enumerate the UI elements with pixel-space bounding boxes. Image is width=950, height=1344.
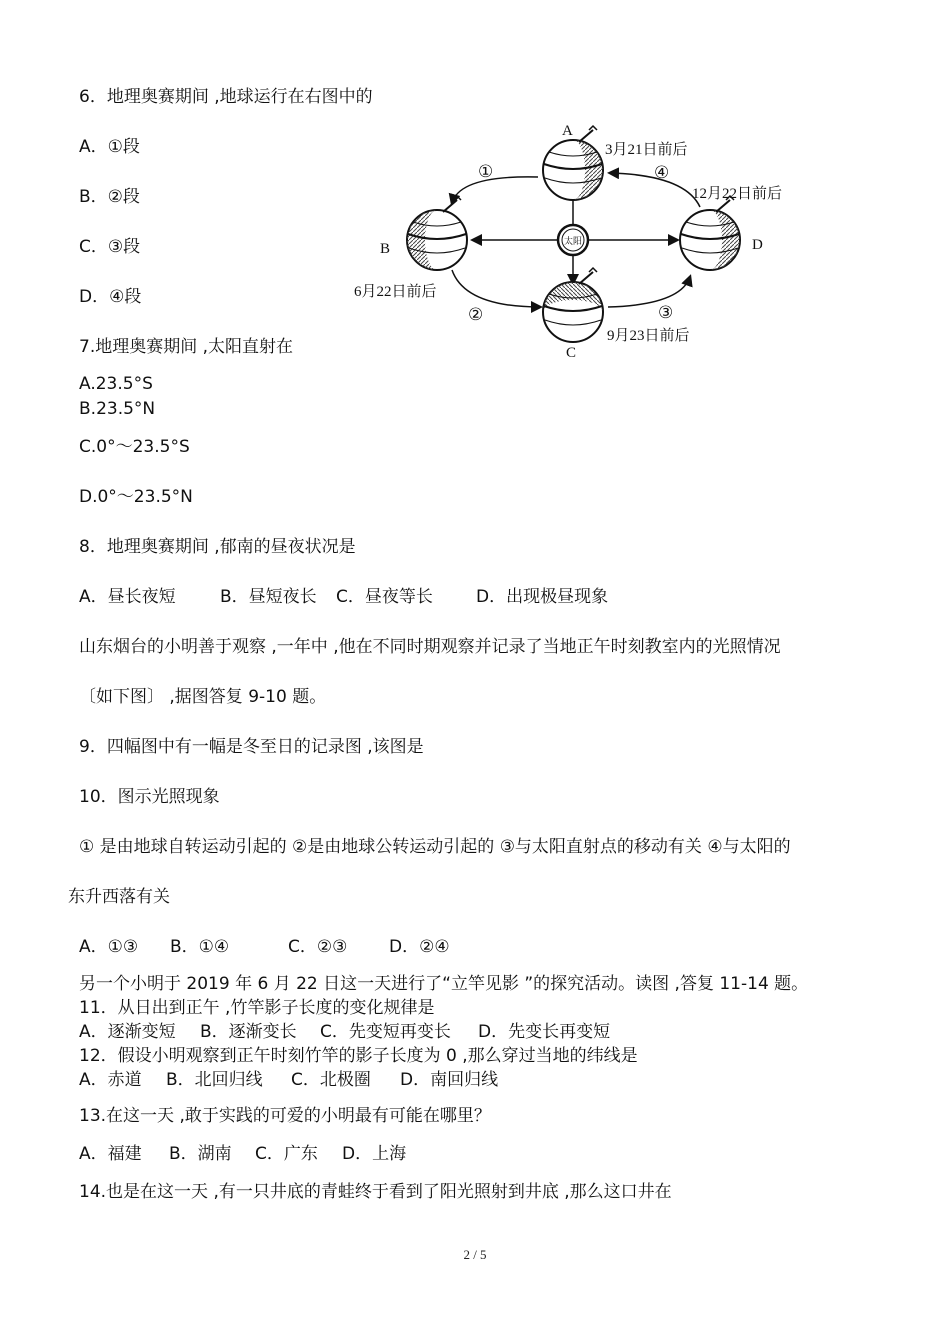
page-number: 2 / 5	[463, 1247, 487, 1262]
date-jun22: 6月22日前后	[354, 284, 437, 300]
date-sep23: 9月23日前后	[607, 328, 690, 344]
earth-globe-a-icon	[543, 126, 603, 200]
sun-icon	[558, 225, 588, 255]
q6-option-a: A．①段	[79, 137, 140, 157]
date-dec22: 12月22日前后	[692, 186, 783, 202]
q11-stem: 11．从日出到正午 ,竹竿影子长度的变化规律是	[79, 998, 435, 1018]
intro-9-10-line1: 山东烟台的小明善于观察 ,一年中 ,他在不同时期观察并记录了当地正午时刻教室内的光照情况	[79, 637, 781, 657]
q13-option-b: B．湖南	[169, 1144, 232, 1164]
q11-option-d: D．先变长再变短	[478, 1022, 611, 1042]
segment-label-1: ①	[478, 162, 494, 181]
q12-option-a: A．赤道	[79, 1070, 142, 1090]
orbit-arc-3	[608, 277, 690, 307]
q7-stem: 7.地理奥赛期间 ,太阳直射在	[79, 337, 294, 357]
earth-globe-b-icon	[407, 196, 467, 270]
q8-stem: 8．地理奥赛期间 ,郁南的昼夜状况是	[79, 537, 356, 557]
q11-option-a: A．逐渐变短	[79, 1022, 176, 1042]
intro-9-10-line2: 〔如下图〕 ,据图答复 9-10 题。	[79, 687, 327, 707]
q13-option-d: D．上海	[342, 1144, 407, 1164]
q10-statements-line1: ① 是由地球自转运动引起的 ②是由地球公转运动引起的 ③与太阳直射点的移动有关 ④与太阳的	[79, 837, 791, 857]
q8-option-a: A．昼长夜短	[79, 587, 176, 607]
point-label-d: D	[752, 237, 763, 253]
q9-stem: 9．四幅图中有一幅是冬至日的记录图 ,该图是	[79, 737, 424, 757]
q11-option-c: C．先变短再变长	[320, 1022, 451, 1042]
segment-label-3: ③	[658, 303, 674, 322]
q7-option-d: D.0°～23.5°N	[79, 487, 193, 507]
point-label-c: C	[566, 345, 577, 361]
q7-option-b: B.23.5°N	[79, 399, 156, 419]
q10-option-a: A．①③	[79, 937, 139, 957]
q10-option-d: D．②④	[389, 937, 450, 957]
point-label-b: B	[380, 241, 391, 257]
sun-label: 太阳	[563, 236, 583, 246]
q10-option-b: B．①④	[170, 937, 230, 957]
q7-option-a: A.23.5°S	[79, 374, 153, 394]
q8-option-b: B．昼短夜长	[220, 587, 317, 607]
q13-option-c: C．广东	[255, 1144, 318, 1164]
orbit-arc-2	[452, 270, 540, 307]
q12-option-b: B．北回归线	[166, 1070, 263, 1090]
q13-option-a: A．福建	[79, 1144, 142, 1164]
q10-statements-line2: 东升西落有关	[68, 887, 170, 907]
q10-option-c: C．②③	[288, 937, 348, 957]
segment-label-4: ④	[654, 163, 670, 182]
intro-11-14: 另一个小明于 2019 年 6 月 22 日这一天进行了“立竿见影 ”的探究活动。读图 ,答复 11-14 题。	[79, 974, 809, 994]
point-label-a: A	[562, 123, 573, 139]
q12-option-c: C．北极圈	[291, 1070, 371, 1090]
q14-stem: 14.也是在这一天 ,有一只井底的青蛙终于看到了阳光照射到井底 ,那么这口井在	[79, 1182, 672, 1202]
q12-stem: 12．假设小明观察到正午时刻竹竿的影子长度为 0 ,那么穿过当地的纬线是	[79, 1046, 638, 1066]
q8-option-c: C．昼夜等长	[336, 587, 433, 607]
earth-globe-d-icon	[680, 196, 740, 270]
q6-option-c: C．③段	[79, 237, 141, 257]
q11-option-b: B．逐渐变长	[200, 1022, 297, 1042]
q8-option-d: D．出现极昼现象	[476, 587, 609, 607]
q6-stem: 6．地理奥赛期间 ,地球运行在右图中的	[79, 87, 373, 107]
date-mar21: 3月21日前后	[605, 142, 688, 158]
q6-option-d: D．④段	[79, 287, 142, 307]
q12-option-d: D．南回归线	[400, 1070, 499, 1090]
q6-option-b: B．②段	[79, 187, 140, 207]
segment-label-2: ②	[468, 305, 484, 324]
earth-orbit-diagram	[340, 115, 810, 370]
orbit-arc-1	[452, 177, 538, 203]
q7-option-c: C.0°～23.5°S	[79, 437, 190, 457]
q13-stem: 13.在这一天 ,敢于实践的可爱的小明最有可能在哪里？	[79, 1106, 491, 1126]
q10-stem: 10．图示光照现象	[79, 787, 220, 807]
